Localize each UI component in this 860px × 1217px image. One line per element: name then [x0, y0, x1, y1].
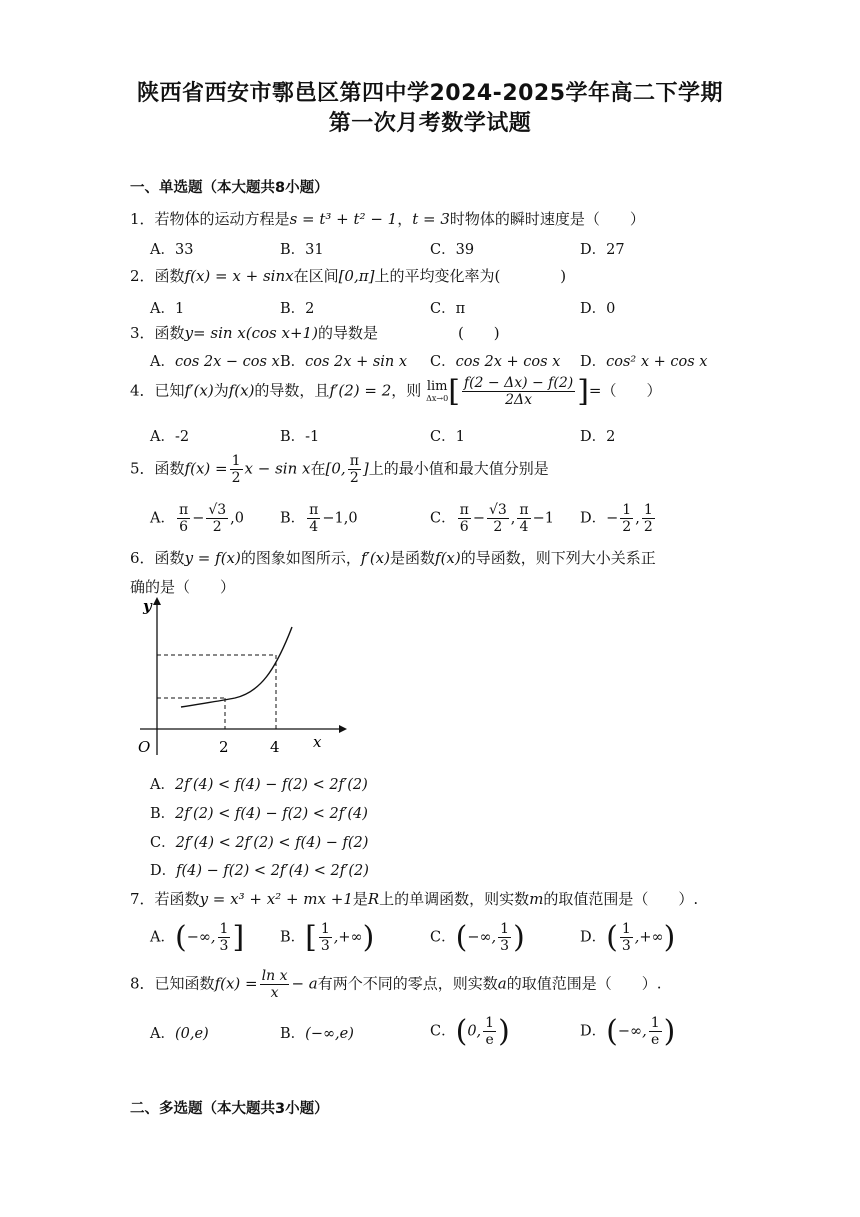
question-5-stem: 5．函数f(x) = $\frac{1}{2}$ x − sin x在[0, $\frac{\pi}{2}$ ]上的最小值和最大值分别是 [130, 453, 549, 486]
section-heading-multi-choice: 二、多选题（本大题共3小题） [130, 1101, 329, 1117]
question-3-option-b[interactable]: B．cos 2x + sin x [280, 354, 408, 370]
tick-label-2: 2 [219, 738, 229, 756]
limit-fraction: $\frac{f(2 - \Delta x) - f(2)}{2\Delta x}$ [463, 375, 574, 408]
question-2-option-b[interactable]: B．2 [280, 301, 315, 317]
question-8-option-b[interactable]: B．(−∞,e) [280, 1026, 354, 1042]
y-axis-label: y [143, 597, 152, 615]
question-2-option-a[interactable]: A．1 [150, 301, 185, 317]
question-1-option-d[interactable]: D．27 [580, 242, 625, 258]
question-1-option-c[interactable]: C．39 [430, 242, 475, 258]
question-1-option-a[interactable]: A．33 [150, 242, 194, 258]
question-7-stem: 7．若函数y = x³ + x² + mx +1是R上的单调函数，则实数m的取值范围是（ ）. [130, 890, 699, 908]
question-2-option-d[interactable]: D．0 [580, 301, 616, 317]
question-6-option-d[interactable]: D．f(4) − f(2) < 2f′(4) < 2f′(2) [150, 863, 369, 879]
question-5-option-a[interactable]: A． $\frac{\pi}{6}$ − $\frac{√3}{2}$ ,0 [150, 502, 245, 535]
question-7-option-c[interactable]: C．(−∞, $\frac{1}{3}$ ) [430, 920, 525, 955]
section-heading-single-choice: 一、单选题（本大题共8小题） [130, 180, 329, 196]
origin-label: O [138, 738, 151, 756]
question-3-option-c[interactable]: C．cos 2x + cos x [430, 354, 561, 370]
question-4-option-d[interactable]: D．2 [580, 429, 616, 445]
question-2-option-c[interactable]: C．π [430, 301, 466, 317]
question-4-option-a[interactable]: A．-2 [150, 429, 190, 445]
question-4-stem: 4．已知f′(x)为f(x)的导数，且f′(2) = 2，则 lim Δx→0 [ $\frac{f(2 - \Delta x) - f(2)}{2\Delta x}$ ]=（ ） [130, 374, 662, 409]
question-4-option-b[interactable]: B．-1 [280, 429, 320, 445]
exam-title-line2: 第一次月考数学试题 [328, 111, 532, 136]
question-6-stem-line2: 确的是（ ） [130, 578, 236, 596]
question-5-option-d[interactable]: D．− $\frac{1}{2}$ , $\frac{1}{2}$ [580, 502, 653, 535]
question-3-option-a[interactable]: A．cos 2x − cos x [150, 354, 280, 370]
function-curve [181, 627, 292, 707]
x-axis-label: x [313, 733, 322, 751]
question-4-option-c[interactable]: C．1 [430, 429, 465, 445]
question-8-option-a[interactable]: A．(0,e) [150, 1026, 209, 1042]
question-1-option-b[interactable]: B．31 [280, 242, 324, 258]
question-3-stem: 3．函数y= sin x(cos x+1)的导数是 ( ) [130, 324, 500, 342]
y-axis-arrow-icon [153, 597, 161, 605]
question-8-option-d[interactable]: D．(−∞, $\frac{1}{e}$ ) [580, 1014, 676, 1049]
question-8-stem: 8．已知函数f(x) = $\frac{\text{ln x}}{x}$ − a有两个不同的零点，则实数a的取值范围是（ ）. [130, 968, 662, 1001]
question-7-option-b[interactable]: B．[ $\frac{1}{3}$ ,+∞) [280, 920, 375, 955]
question-5-option-b[interactable]: B． $\frac{\pi}{4}$ −1,0 [280, 502, 358, 535]
question-5-option-c[interactable]: C． $\frac{\pi}{6}$ − $\frac{√3}{2}$ , $\frac{\pi}{4}$ −1 [430, 502, 554, 535]
question-7-option-a[interactable]: A．(−∞, $\frac{1}{3}$ ] [150, 920, 245, 955]
limit-operator: lim Δx→0 [426, 379, 449, 403]
function-graph [125, 595, 355, 765]
question-6-option-a[interactable]: A．2f′(4) < f(4) − f(2) < 2f′(2) [150, 777, 368, 793]
question-8-option-c[interactable]: C．(0, $\frac{1}{e}$ ) [430, 1014, 510, 1049]
tick-label-4: 4 [270, 738, 280, 756]
exam-title-line1: 陕西省西安市鄠邑区第四中学2024-2025学年高二下学期 [136, 81, 724, 106]
question-1-stem: 1．若物体的运动方程是s = t³ + t² − 1，t = 3时物体的瞬时速度是（ ） [130, 210, 645, 228]
question-6-option-c[interactable]: C．2f′(4) < 2f′(2) < f(4) − f(2) [150, 835, 369, 851]
question-3-option-d[interactable]: D．cos² x + cos x [580, 354, 708, 370]
question-7-option-d[interactable]: D．( $\frac{1}{3}$ ,+∞) [580, 920, 676, 955]
x-axis-arrow-icon [339, 725, 347, 733]
question-6-option-b[interactable]: B．2f′(2) < f(4) − f(2) < 2f′(4) [150, 806, 368, 822]
question-6-stem: 6．函数y = f(x)的图象如图所示，f′(x)是函数f(x)的导函数，则下列大小关系正 [130, 549, 656, 567]
question-2-stem: 2．函数f(x) = x + sinx在区间[0,π]上的平均变化率为( ) [130, 267, 567, 285]
